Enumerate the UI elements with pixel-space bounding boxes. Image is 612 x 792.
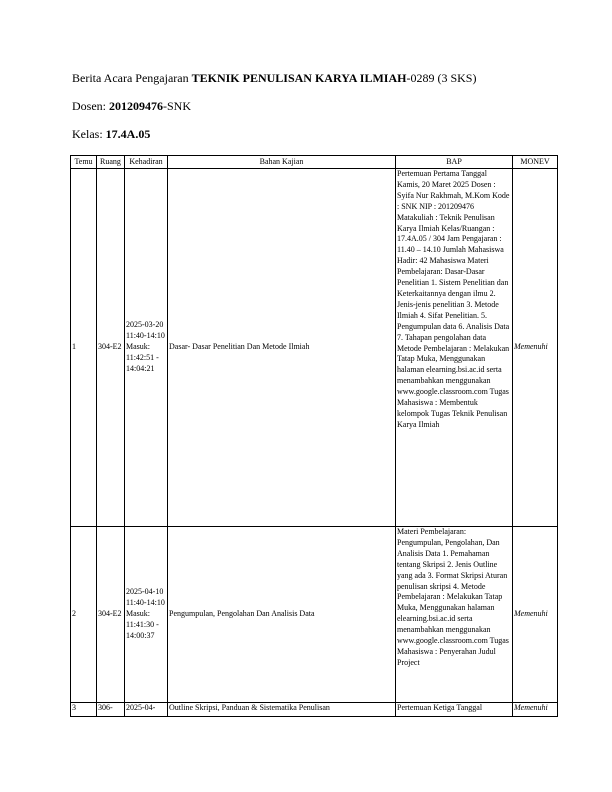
title-prefix: Berita Acara Pengajaran	[72, 71, 192, 85]
class-label: Kelas:	[72, 127, 106, 141]
cell-ruang: 304-E2	[97, 169, 125, 527]
col-header-bap: BAP	[396, 156, 513, 169]
lecturer-label: Dosen:	[72, 99, 109, 113]
table-row	[71, 169, 558, 527]
cell-kehadiran: 2025-03-20 11:40-14:10 Masuk: 11:42:51 - 14:04:21	[125, 169, 168, 527]
lecturer-suffix: -SNK	[163, 99, 192, 113]
lecturer-line	[72, 99, 191, 114]
cell-monev: Memenuhi	[513, 703, 558, 717]
course-code: -0289 (3 SKS)	[406, 71, 477, 85]
class-id: 17.4A.05	[105, 127, 151, 141]
cell-ruang: 306-	[97, 703, 125, 717]
cell-bahan-kajian: Outline Skripsi, Panduan & Sistematika Penulisan	[168, 703, 396, 717]
document-title	[72, 71, 476, 86]
cell-temu: 1	[71, 169, 97, 527]
cell-kehadiran: 2025-04-	[125, 703, 168, 717]
table-row	[71, 703, 558, 717]
cell-temu: 2	[71, 527, 97, 703]
table-header-row	[71, 156, 558, 169]
cell-bahan-kajian: Dasar- Dasar Penelitian Dan Metode Ilmiah	[168, 169, 396, 527]
col-header-temu: Temu	[71, 156, 97, 169]
attendance-table	[70, 155, 558, 717]
cell-temu: 3	[71, 703, 97, 717]
col-header-bahan-kajian: Bahan Kajian	[168, 156, 396, 169]
cell-bap: Pertemuan Pertama Tanggal Kamis, 20 Maret 2025 Dosen : Syifa Nur Rakhmah, M.Kom Kode : SNK NIP : 201209476 Matakuliah : Teknik Penulisan Karya Ilmiah Kelas/Ruangan : 17.4A.05 / 304 Jam Pengajaran : 11.40 – 14.10 Jumlah Mahasiswa Hadir: 42 Mahasiswa Materi Pembelajaran: Dasar-Dasar Penelitian 1. Sistem Penelitian dan Keterkaitannya dengan ilmu 2. Jenis-jenis penelitian 3. Metode Ilmiah 4. Sifat Penelitian. 5. Pengumpulan data 6. Analisis Data 7. Tahapan pengolahan data Metode Pembelajaran : Melakukan Tatap Muka, Menggunakan halaman elearning.bsi.ac.id serta menambahkan menggunakan www.google.classroom.com Tugas Mahasiswa : Membentuk kelompok Tugas Teknik Penulisan Karya Ilmiah	[396, 169, 513, 527]
cell-kehadiran: 2025-04-10 11:40-14:10 Masuk: 11:41:30 - 14:00:37	[125, 527, 168, 703]
course-name: TEKNIK PENULISAN KARYA ILMIAH	[191, 71, 407, 85]
class-line	[72, 127, 150, 142]
cell-monev: Memenuhi	[513, 527, 558, 703]
lecturer-id: 201209476	[109, 99, 163, 113]
cell-monev: Memenuhi	[513, 169, 558, 527]
cell-bap: Pertemuan Ketiga Tanggal	[396, 703, 513, 717]
cell-bap: Materi Pembelajaran: Pengumpulan, Pengolahan, Dan Analisis Data 1. Pemahaman tentang Skripsi 2. Jenis Outline yang ada 3. Format Skripsi Aturan penulisan skripsi 4. Metode Pembelajaran : Melakukan Tatap Muka, Menggunakan halaman elearning.bsi.ac.id serta menambahkan menggunakan www.google.classroom.com Tugas Mahasiswa : Penyerahan Judul Project	[396, 527, 513, 703]
cell-bahan-kajian: Pengumpulan, Pengolahan Dan Analisis Data	[168, 527, 396, 703]
cell-ruang: 304-E2	[97, 527, 125, 703]
col-header-monev: MONEV	[513, 156, 558, 169]
col-header-ruang: Ruang	[97, 156, 125, 169]
col-header-kehadiran: Kehadiran	[125, 156, 168, 169]
table-row	[71, 527, 558, 703]
